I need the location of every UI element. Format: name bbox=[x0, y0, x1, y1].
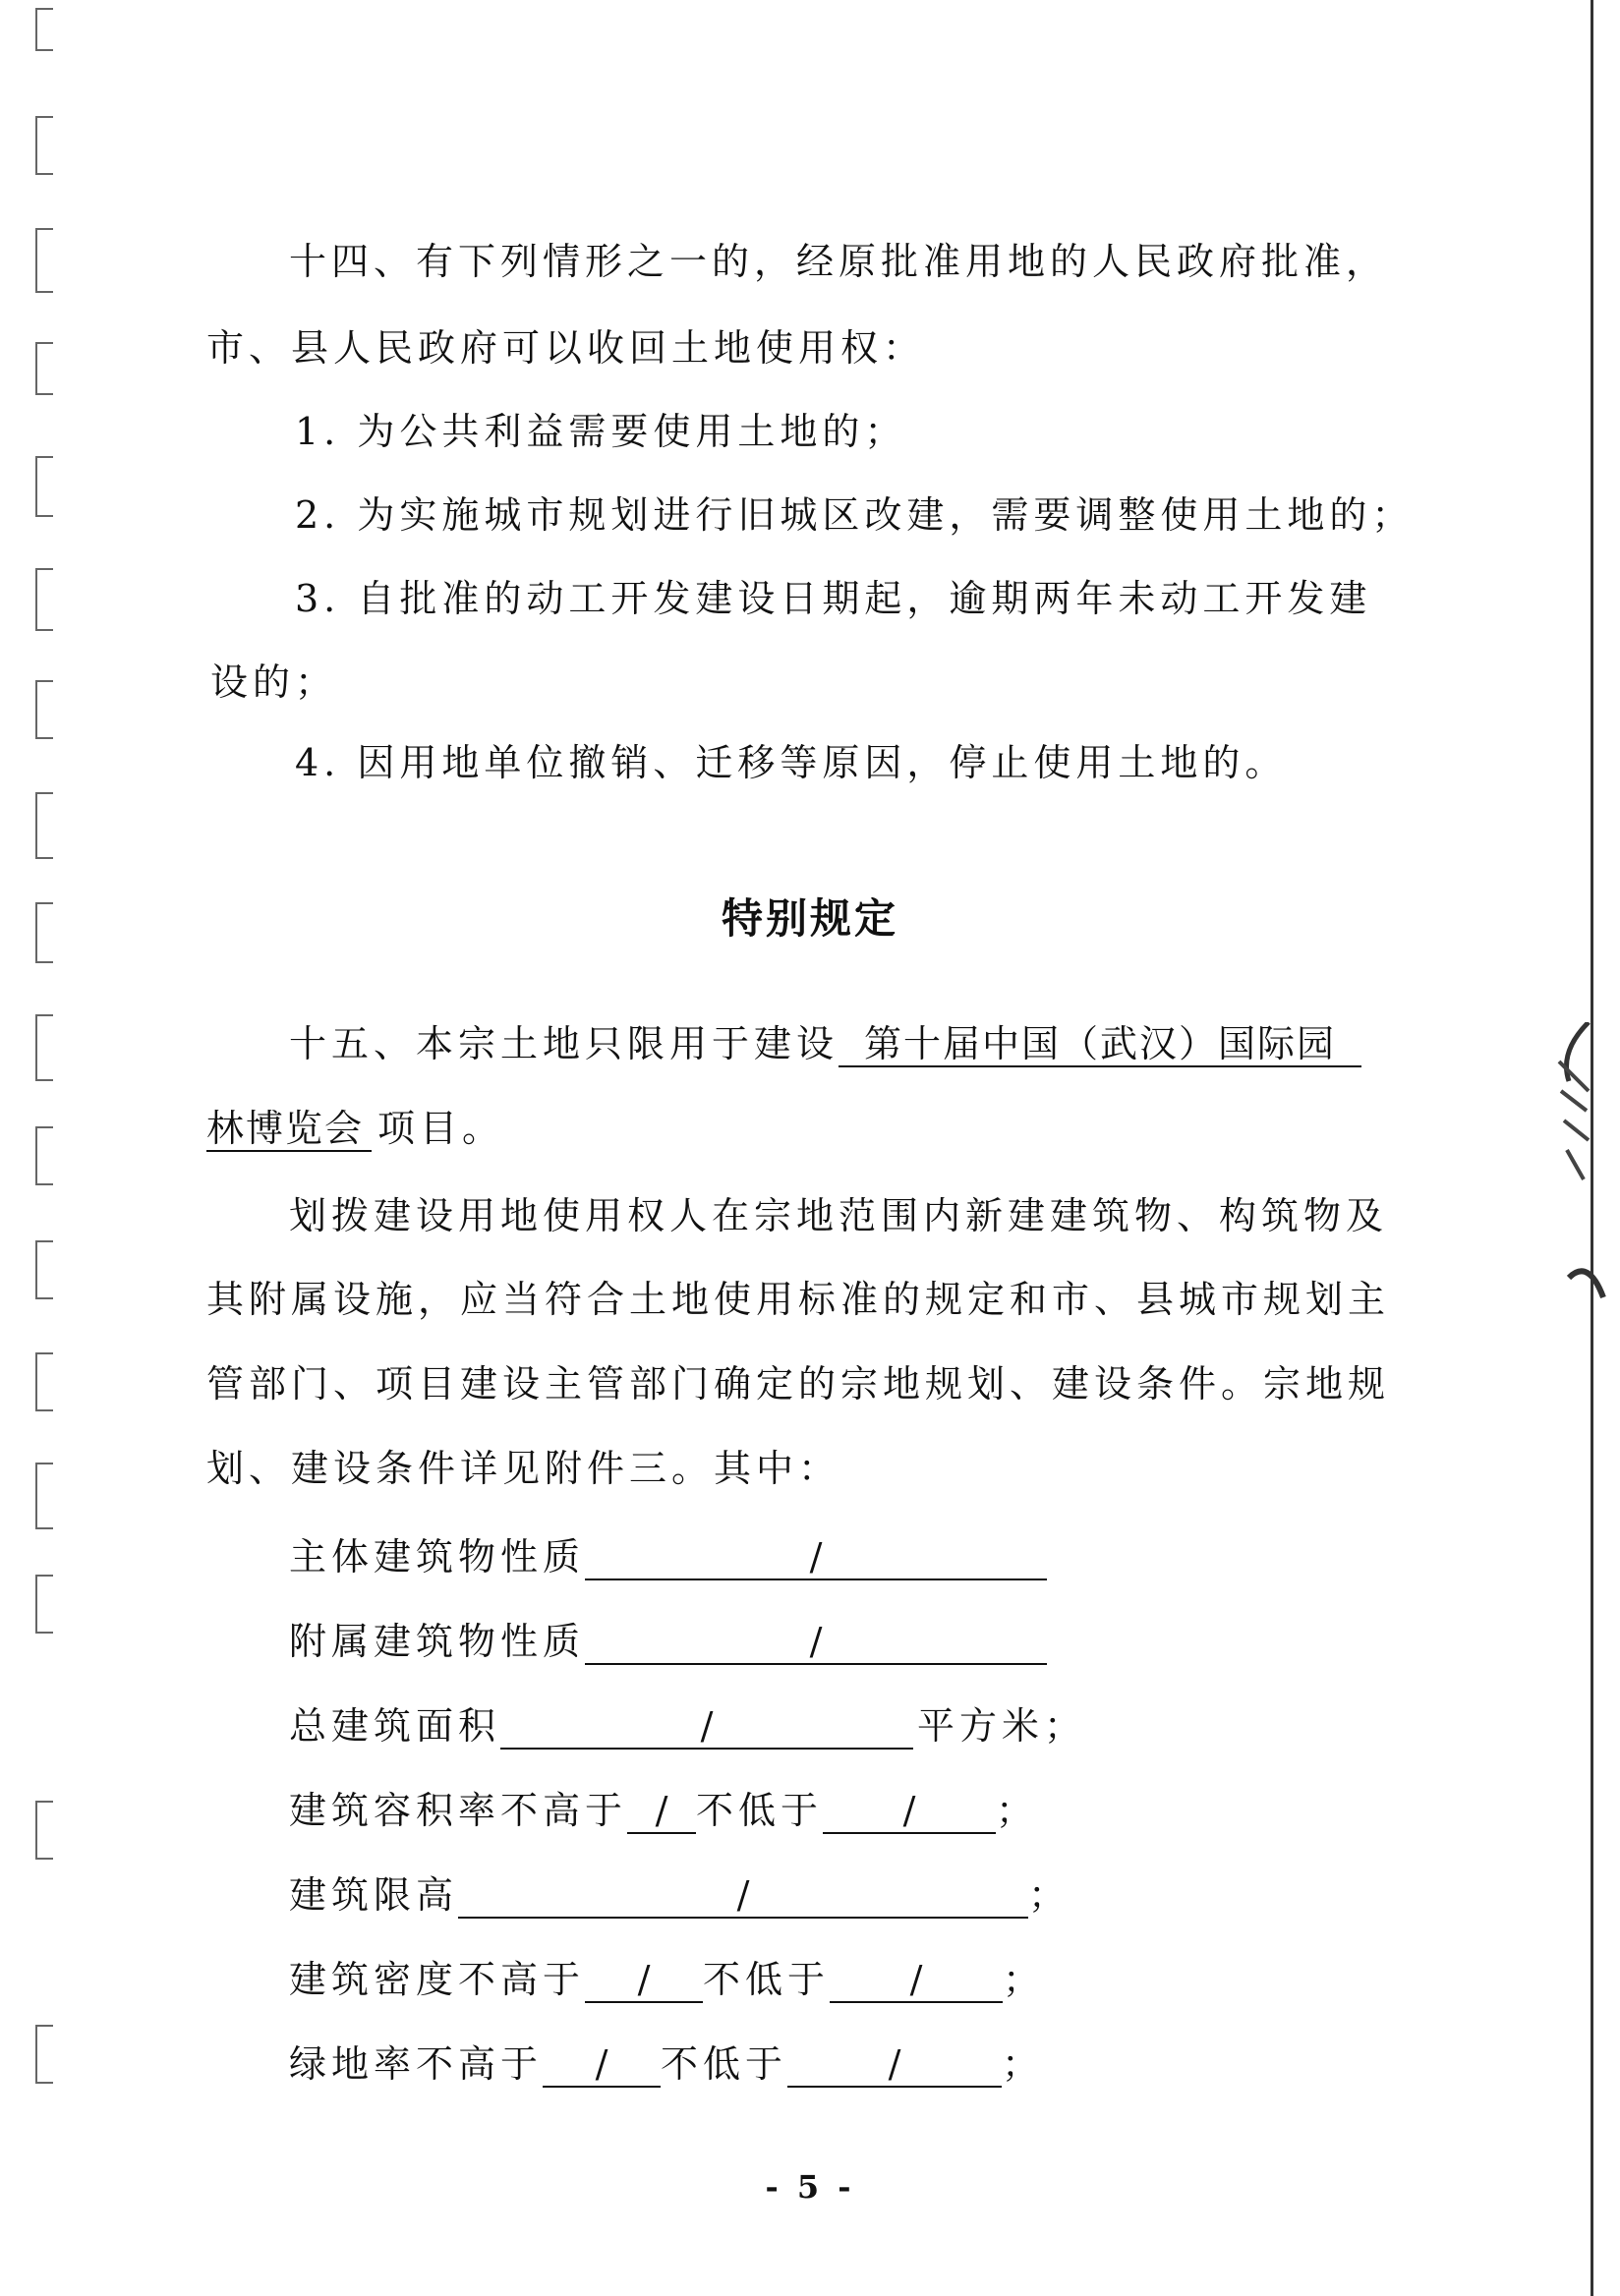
aux-nature-value: / bbox=[585, 1620, 1047, 1665]
field-green bbox=[289, 2040, 1044, 2088]
para14-item3-line1: 3. 自批准的动工开发建设日期起，逾期两年未动工开发建 bbox=[295, 577, 1372, 620]
binding-mark bbox=[35, 8, 53, 51]
binding-mark bbox=[35, 1575, 53, 1634]
page-number: - 5 - bbox=[765, 2168, 855, 2206]
field-main-nature bbox=[289, 1533, 1047, 1580]
seal-stamp-fragment bbox=[1549, 1022, 1608, 1317]
density-semicolon: ； bbox=[1003, 1958, 1046, 2001]
field-total-area bbox=[289, 1702, 1086, 1750]
height-label: 建筑限高 bbox=[289, 1873, 459, 1917]
total-area-unit: 平方米； bbox=[917, 1704, 1087, 1748]
green-min-label: 不低于 bbox=[661, 2042, 788, 2086]
density-max-value: / bbox=[585, 1958, 703, 2003]
main-nature-value: / bbox=[585, 1535, 1047, 1580]
para14-line1: 十四、有下列情形之一的，经原批准用地的人民政府批准， bbox=[289, 240, 1389, 283]
project-name-part1 bbox=[839, 1022, 1361, 1067]
binding-mark bbox=[35, 2025, 53, 2084]
para14-line2: 市、县人民政府可以收回土地使用权： bbox=[206, 326, 926, 370]
binding-mark bbox=[35, 1801, 53, 1860]
density-min-label: 不低于 bbox=[703, 1958, 831, 2001]
far-min-label: 不低于 bbox=[696, 1789, 824, 1832]
field-height bbox=[289, 1871, 1070, 1919]
project-name-text2: 林博览会 bbox=[206, 1107, 365, 1150]
para14-item2: 2. 为实施城市规划进行旧城区改建，需要调整使用土地的； bbox=[295, 493, 1415, 537]
project-name-text1: 第十届中国（武汉）国际园 bbox=[864, 1022, 1337, 1065]
binding-mark bbox=[35, 342, 53, 395]
binding-mark bbox=[35, 1240, 53, 1299]
far-min-value: / bbox=[823, 1789, 996, 1834]
height-semicolon: ； bbox=[1028, 1873, 1071, 1917]
binding-mark bbox=[35, 1352, 53, 1411]
binding-mark bbox=[35, 680, 53, 739]
total-area-value: / bbox=[500, 1704, 913, 1750]
field-far bbox=[289, 1787, 1038, 1834]
para15-line1 bbox=[289, 1020, 1361, 1067]
height-value: / bbox=[458, 1873, 1028, 1919]
para16-line1: 划拨建设用地使用权人在宗地范围内新建建筑物、构筑物及 bbox=[289, 1194, 1389, 1237]
para14-item3-line2: 设的； bbox=[210, 660, 338, 704]
main-nature-label: 主体建筑物性质 bbox=[289, 1535, 586, 1578]
field-density bbox=[289, 1956, 1045, 2003]
binding-mark bbox=[35, 228, 53, 293]
section-title: 特别规定 bbox=[721, 894, 898, 943]
total-area-label: 总建筑面积 bbox=[289, 1704, 501, 1748]
far-max-value: / bbox=[627, 1789, 696, 1834]
binding-mark bbox=[35, 1463, 53, 1529]
aux-nature-label: 附属建筑物性质 bbox=[289, 1620, 586, 1663]
far-semicolon: ； bbox=[996, 1789, 1039, 1832]
density-max-label: 建筑密度不高于 bbox=[289, 1958, 586, 2001]
green-max-value: / bbox=[543, 2042, 661, 2088]
binding-mark bbox=[35, 792, 53, 859]
density-min-value: / bbox=[830, 1958, 1003, 2003]
binding-mark bbox=[35, 568, 53, 631]
para14-item4: 4. 因用地单位撤销、迁移等原因，停止使用土地的。 bbox=[295, 741, 1288, 784]
binding-mark bbox=[35, 1126, 53, 1185]
binding-mark bbox=[35, 1014, 53, 1081]
para16-line2: 其附属设施，应当符合土地使用标准的规定和市、县城市规划主 bbox=[206, 1278, 1391, 1321]
binding-mark bbox=[35, 456, 53, 517]
para14-item1: 1. 为公共利益需要使用土地的； bbox=[295, 410, 907, 453]
para15-prefix: 十五、本宗土地只限用于建设 bbox=[289, 1022, 839, 1065]
para16-line4: 划、建设条件详见附件三。其中： bbox=[206, 1447, 841, 1490]
binding-mark bbox=[35, 116, 53, 175]
green-semicolon: ； bbox=[1002, 2042, 1045, 2086]
field-aux-nature bbox=[289, 1618, 1047, 1665]
green-min-value: / bbox=[787, 2042, 1002, 2088]
para16-line3: 管部门、项目建设主管部门确定的宗地规划、建设条件。宗地规 bbox=[206, 1362, 1391, 1406]
para15-suffix: 项目。 bbox=[377, 1107, 505, 1150]
green-max-label: 绿地率不高于 bbox=[289, 2042, 544, 2086]
project-name-part2 bbox=[206, 1107, 372, 1152]
para15-line2 bbox=[206, 1105, 504, 1152]
far-max-label: 建筑容积率不高于 bbox=[289, 1789, 628, 1832]
